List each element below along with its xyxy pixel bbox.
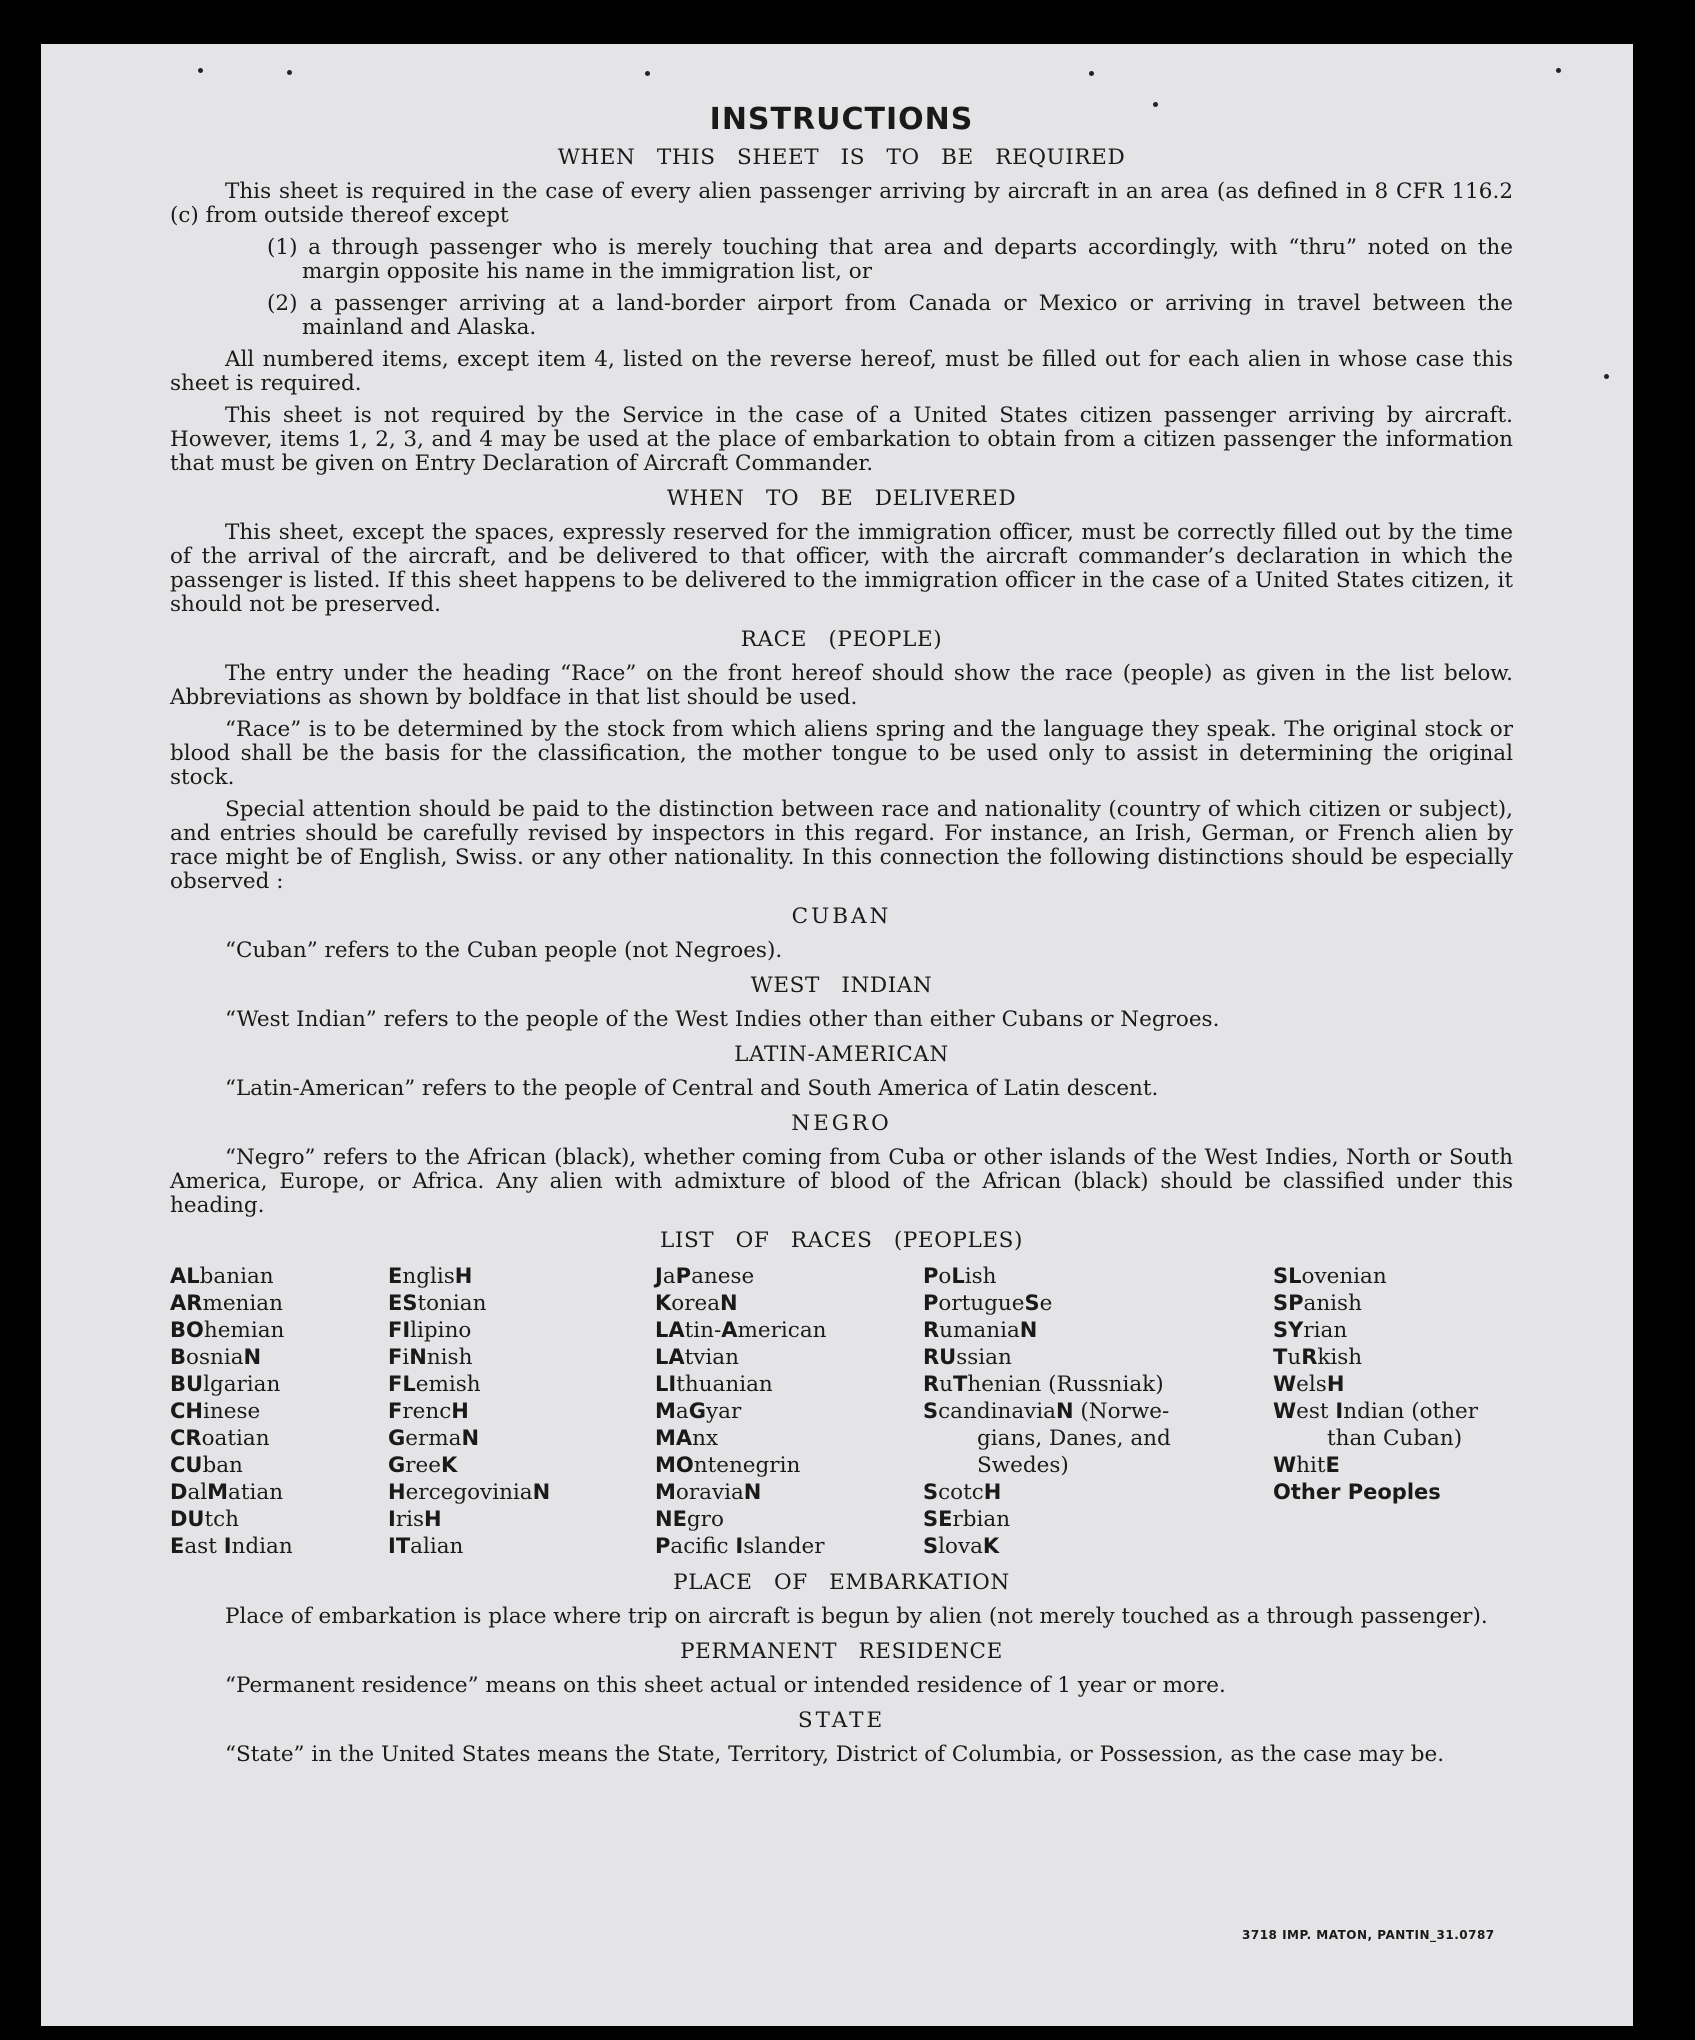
race-column [923, 1263, 1273, 1560]
printer-mark: 3718 IMP. MATON, PANTIN_31.0787 [1242, 1928, 1495, 1942]
heading-west-indian: WEST INDIAN [750, 973, 933, 998]
race-entry: Other Peoples [1273, 1480, 1441, 1504]
race-entry: GreeK [388, 1453, 458, 1478]
list-item: (2) a passenger arriving at a land-border airport from Canada or Mexico or arriving in travel between the mainland and Alaska. [267, 291, 1513, 340]
race-entry: CRoatian [170, 1426, 270, 1451]
heading-when-delivered: WHEN TO BE DELIVERED [666, 486, 1017, 511]
race-entry: ITalian [388, 1534, 464, 1559]
race-entry: PoLish [923, 1264, 997, 1289]
paragraph: “State” in the United States means the State, Territory, District of Columbia, or Possession, as the case may be. [225, 1742, 1445, 1767]
race-entry: East Indian [170, 1534, 293, 1559]
race-entry: FLemish [388, 1372, 481, 1397]
heading-when-required: WHEN THIS SHEET IS TO BE REQUIRED [557, 145, 1126, 170]
race-column [655, 1263, 923, 1560]
paragraph: “Cuban” refers to the Cuban people (not Negroes). [225, 938, 783, 963]
paragraph: “Permanent residence” means on this sheet actual or intended residence of 1 year or more. [225, 1673, 1226, 1698]
race-list [170, 1263, 1513, 1560]
paragraph: This sheet, except the spaces, expressly reserved for the immigration officer, must be correctly filled out by the time of the arrival of the aircraft, and be delivered to that officer, with the aircraft commander’s declaration in which the passenger is listed. If this sheet happens to be delivered to the immigration officer in the case of a United States citizen, it should not be preserved. [170, 520, 1513, 617]
race-column [170, 1263, 388, 1560]
race-entry: JaPanese [655, 1264, 755, 1289]
race-entry: RUssian [923, 1345, 1012, 1370]
race-column [388, 1263, 655, 1560]
race-entry: EStonian [388, 1291, 487, 1316]
race-entry: TuRkish [1273, 1345, 1363, 1370]
race-entry: DUtch [170, 1507, 240, 1532]
race-entry: MaGyar [655, 1399, 742, 1424]
race-entry: SErbian [923, 1507, 1011, 1532]
race-entry: Pacific Islander [655, 1534, 825, 1559]
race-entry: West Indian (other [1273, 1399, 1479, 1424]
instructions-content [170, 102, 1513, 1775]
paragraph: This sheet is not required by the Service in the case of a United States citizen passenger arriving by aircraft. However, items 1, 2, 3, and 4 may be used at the place of embarkation to obtain from a citizen passenger the information that must be given on Entry Declaration of Aircraft Commander. [170, 403, 1513, 476]
heading-latin-american: LATIN-AMERICAN [734, 1042, 949, 1067]
race-entry: SLovenian [1273, 1264, 1387, 1289]
race-entry: Swedes) [977, 1453, 1069, 1478]
heading-list-of-races: LIST OF RACES (PEOPLES) [659, 1228, 1023, 1253]
list-item: (1) a through passenger who is merely touching that area and departs accordingly, with “thru” noted on the margin opposite his name in the immigration list, or [267, 235, 1513, 284]
scan-speck [1089, 71, 1094, 76]
race-entry: LIthuanian [655, 1372, 773, 1397]
race-entry: PortugueSe [923, 1291, 1053, 1316]
heading-permanent-residence: PERMANENT RESIDENCE [680, 1639, 1003, 1664]
race-entry: MoraviaN [655, 1480, 762, 1505]
race-entry: GermaN [388, 1426, 480, 1451]
race-entry: KoreaN [655, 1291, 738, 1316]
race-entry: ARmenian [170, 1291, 283, 1316]
race-entry: SYrian [1273, 1318, 1348, 1343]
race-entry: DalMatian [170, 1480, 284, 1505]
race-entry: BosniaN [170, 1345, 262, 1370]
paragraph: This sheet is required in the case of every alien passenger arriving by aircraft in an area (as defined in 8 CFR 116.2 (c) from outside thereof except [170, 179, 1513, 228]
race-entry: RuThenian (Russniak) [923, 1372, 1164, 1397]
race-entry: ScotcH [923, 1480, 1002, 1505]
race-entry: MOntenegrin [655, 1453, 801, 1478]
scan-speck [1604, 374, 1609, 379]
document-page [41, 44, 1633, 2026]
scan-speck [645, 71, 650, 76]
scan-speck [198, 68, 203, 73]
paragraph: “Race” is to be determined by the stock from which aliens spring and the language they speak. The original stock or blood shall be the basis for the classification, the mother tongue to be used only to assist in determining the original stock. [170, 717, 1513, 790]
paragraph: Place of embarkation is place where trip on aircraft is begun by alien (not merely touched as a through passenger). [225, 1604, 1488, 1629]
paragraph: “Latin-American” refers to the people of Central and South America of Latin descent. [225, 1076, 1159, 1101]
heading-negro: NEGRO [791, 1111, 892, 1136]
race-entry: CHinese [170, 1399, 261, 1424]
race-entry: NEgro [655, 1507, 724, 1532]
heading-cuban: CUBAN [791, 904, 892, 929]
race-entry: BOhemian [170, 1318, 285, 1343]
race-entry: LAtvian [655, 1345, 739, 1370]
page-title: INSTRUCTIONS [709, 102, 974, 137]
race-entry: than Cuban) [1327, 1426, 1463, 1451]
scan-speck [1556, 68, 1561, 73]
paragraph: The entry under the heading “Race” on the front hereof should show the race (people) as given in the list below. Abbreviations as shown by boldface in that list should be used. [170, 661, 1513, 710]
paragraph: “Negro” refers to the African (black), whether coming from Cuba or other islands of the West Indies, North or South America, Europe, or Africa. Any alien with admixture of blood of the African (black) should be classified under this heading. [170, 1145, 1513, 1218]
heading-place-of-embarkation: PLACE OF EMBARKATION [673, 1570, 1010, 1595]
scan-speck [1153, 102, 1158, 107]
race-entry: FrencH [388, 1399, 469, 1424]
race-entry: CUban [170, 1453, 243, 1478]
race-entry: ScandinaviaN (Norwe- [923, 1399, 1170, 1424]
paragraph: “West Indian” refers to the people of the West Indies other than either Cubans or Negroes. [225, 1007, 1220, 1032]
race-entry: WhitE [1273, 1453, 1340, 1478]
race-entry: EnglisH [388, 1264, 473, 1289]
race-entry: ALbanian [170, 1264, 274, 1289]
race-entry: MAnx [655, 1426, 719, 1451]
race-entry: FiNnish [388, 1345, 473, 1370]
race-column [1273, 1263, 1513, 1560]
race-entry: LAtin-American [655, 1318, 827, 1343]
race-entry: IrisH [388, 1507, 442, 1532]
race-entry: WelsH [1273, 1372, 1345, 1397]
race-entry: RumaniaN [923, 1318, 1038, 1343]
race-entry: gians, Danes, and [977, 1426, 1171, 1451]
race-entry: FIlipino [388, 1318, 472, 1343]
scan-speck [287, 70, 292, 75]
race-entry: SlovaK [923, 1534, 1000, 1559]
race-entry: HercegoviniaN [388, 1480, 551, 1505]
heading-race: RACE (PEOPLE) [740, 627, 943, 652]
race-entry: BUlgarian [170, 1372, 281, 1397]
race-entry: SPanish [1273, 1291, 1362, 1316]
paragraph: Special attention should be paid to the distinction between race and nationality (country of which citizen or subject), and entries should be carefully revised by inspectors in this regard. For instance, an Irish, German, or French alien by race might be of English, Swiss. or any other nationality. In this connection the following distinctions should be especially observed : [170, 797, 1513, 894]
heading-state: STATE [797, 1708, 886, 1733]
paragraph: All numbered items, except item 4, listed on the reverse hereof, must be filled out for each alien in whose case this sheet is required. [170, 347, 1513, 396]
